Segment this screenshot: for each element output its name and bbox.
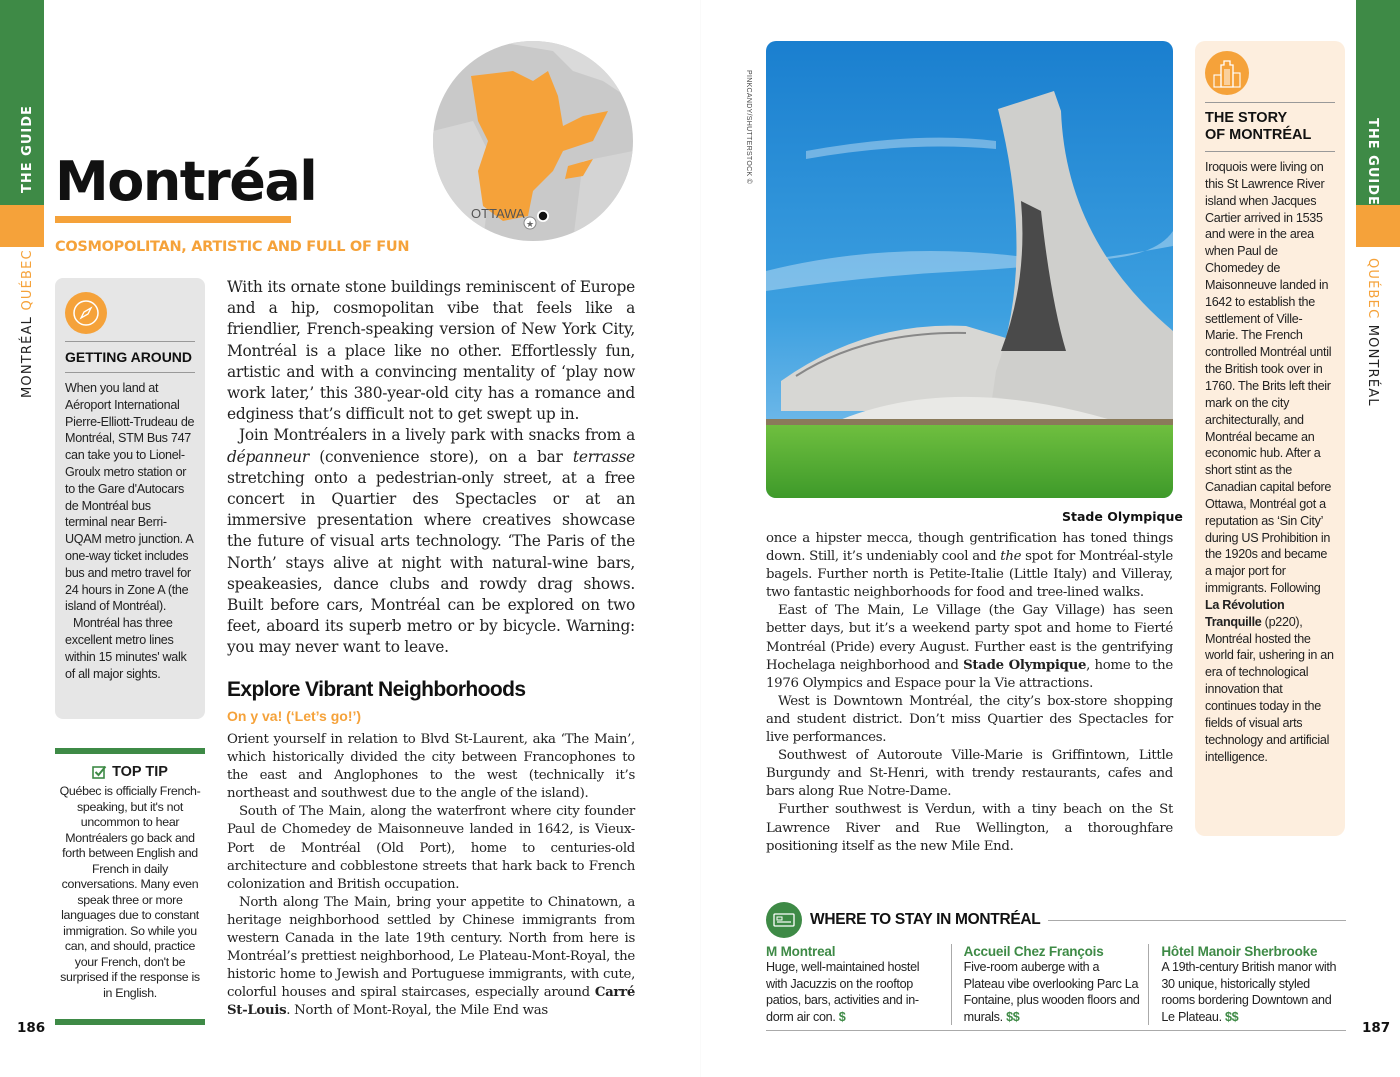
hotel-name: Accueil Chez François xyxy=(963,944,1104,959)
section-body-right xyxy=(766,530,1173,856)
getting-around-heading: GETTING AROUND xyxy=(65,349,193,365)
getting-around-text-2: Montréal has three excellent metro lines within 15 minutes' walk of all major sights. xyxy=(65,616,187,681)
hotel-description: Huge, well-maintained hostel with Jacuzzis on the rooftop patios, bars, activities and in-dorm air con. $ xyxy=(766,960,920,1024)
section-city: MONTRÉAL xyxy=(20,315,35,398)
section-label-left xyxy=(20,249,35,398)
map-label-ottawa: OTTAWA xyxy=(471,206,525,221)
photo-caption: Stade Olympique xyxy=(1062,509,1183,524)
getting-around-box xyxy=(55,278,205,719)
story-text: Iroquois were living on this St Lawrence River island when Jacques Cartier arrived in 1535 and were in the area when Paul de Chomedey de Maisonneuve landed in 1642 to establish the settlement of Ville-Marie. The French controlled Montréal until the British took over in 1760. The Brits left their mark on the city architecturally, and Montréal became an economic hub. After a short stint as the Canadian capital before Ottawa, Montréal got a reputation as ‘Sin City’ during US Prohibition in the 1920s and became a major port for immigrants. Following La Révolution Tranquille (p220), Montréal hosted the world fair, ushering in an era of technological innovation that continues today in the fields of visual arts technology and artificial intelligence. xyxy=(1205,160,1334,764)
tip-rule-top xyxy=(55,748,205,754)
photo-credit: PINKCANDY/SHUTTERSTOCK © xyxy=(745,70,752,185)
page-subtitle: COSMOPOLITAN, ARTISTIC AND FULL OF FUN xyxy=(55,239,410,255)
body-paragraph: Orient yourself in relation to Blvd St-Laurent, aka ‘The Main’, which historically divided the city between Francophones to the east and Anglophones to the west (technically it’s northeast and southwest due to the angle of the island). xyxy=(227,732,635,802)
getting-around-text-1: When you land at Aéroport International Pierre-Elliott-Trudeau de Montréal, STM Bus 747 can take you to Lionel-Groulx metro station or to the Gare d'Autocars de Montréal bus terminal near Berri-UQAM metro junction. A one-way ticket includes bus and metro travel for 24 hours in Zone A (the island of Montréal). xyxy=(65,381,195,614)
page-title: Montréal xyxy=(55,150,317,213)
section-heading: Explore Vibrant Neighborhoods xyxy=(227,678,526,701)
page-number-left: 186 xyxy=(17,1020,46,1036)
side-tab-accent-left xyxy=(0,205,44,247)
title-underline xyxy=(55,216,291,223)
divider xyxy=(1048,920,1346,921)
top-tip-heading: TOP TIP xyxy=(112,764,168,780)
where-to-stay-heading: WHERE TO STAY IN MONTRÉAL xyxy=(810,911,1041,928)
price-indicator: $$ xyxy=(1224,1009,1239,1024)
compass-icon xyxy=(65,292,107,334)
body-paragraph: East of The Main, Le Village (the Gay Village) has seen better days, but it’s a weekend party spot and home to Fierté Montréal (Pride) every August. Further east is the gentrifying Hochelaga neighborhood and Stade Olympique, home to the 1976 Olympics and Espace pour la Vie attractions. xyxy=(766,603,1173,691)
side-tab-label-right: THE GUIDE xyxy=(1365,118,1380,206)
divider xyxy=(1205,151,1335,152)
intro-text xyxy=(227,277,635,659)
intro-paragraph-1: With its ornate stone buildings reminiscent of Europe and a hip, cosmopolitan vibe that feels like a friendlier, French-speaking version of New York City, Montréal is a place like no other. Effortlessly fun, artistic and with a convincing mentality of ‘play now work later,’ this 380-year-old city has a romance and edginess that’s difficult not to get swept up in. xyxy=(227,278,635,424)
checkbox-icon xyxy=(92,765,107,779)
price-indicator: $$ xyxy=(1006,1009,1020,1024)
locator-map xyxy=(433,41,633,241)
list-item xyxy=(951,944,1149,1025)
section-body-left xyxy=(227,731,635,1021)
hotel-description: A 19th-century British manor with 30 unique, historically styled rooms bordering Downtown and Le Plateau. $$ xyxy=(1161,960,1337,1024)
divider xyxy=(1205,102,1335,103)
page-number-right: 187 xyxy=(1362,1020,1391,1036)
hotel-name: M Montreal xyxy=(766,944,836,959)
bed-icon xyxy=(766,902,802,938)
top-tip-text: Québec is officially French-speaking, but it's not uncommon to hear Montréalers go back and forth between English and French in daily conversations. Many even speak three or more languages due to constant immigration. So while you can, and should, practice your French, don't be surprised if the response is in English. xyxy=(59,784,201,1000)
body-paragraph: Southwest of Autoroute Ville-Marie is Griffintown, Little Burgundy and St-Henri, with trendy restaurants, cafes and bars along Rue Notre-Dame. xyxy=(766,748,1173,800)
tip-rule-bottom xyxy=(55,1019,205,1025)
where-to-stay-list xyxy=(766,944,1346,1025)
olympic-stadium-photo xyxy=(766,41,1173,498)
list-item xyxy=(1148,944,1346,1025)
highlight-stade-olympique: Stade Olympique xyxy=(963,657,1087,673)
highlight-revolution-tranquille: La Révolution Tranquille xyxy=(1205,597,1285,629)
divider xyxy=(65,372,195,373)
hotel-description: Five-room auberge with a Plateau vibe overlooking Parc La Fontaine, plus wooden floors and murals. $$ xyxy=(963,960,1140,1024)
hotel-name: Hôtel Manoir Sherbrooke xyxy=(1161,944,1318,959)
section-region: QUÉBEC xyxy=(1365,258,1380,320)
story-heading: THE STORY OF MONTRÉAL xyxy=(1205,110,1312,143)
svg-text:★: ★ xyxy=(525,219,535,229)
top-tip-box xyxy=(55,764,205,1001)
where-to-stay-header xyxy=(766,902,1346,938)
divider xyxy=(766,1030,1346,1031)
highlight-carre-st-louis: Carré St-Louis xyxy=(227,985,635,1019)
section-city: MONTRÉAL xyxy=(1365,324,1380,407)
intro-paragraph-2: Join Montréalers in a lively park with snacks from a dépanneur (convenience store), on a bar terrasse stretching onto a pedestrian-only street, at a free concert in Quartier des Spectacles or at an immersive presentation where creatives showcase the future of visual arts technology. ‘The Paris of the North’ stays alive at night with natural-wine bars, speakeasies, dance clubs and rowdy drag shows. Built before cars, Montréal can be explored on two feet, aboard its superb metro or by bicycle. Warning: you may never want to leave. xyxy=(227,426,635,657)
body-paragraph: South of The Main, along the waterfront where city founder Paul de Chomedey de Maisonneuve landed in 1642, is Vieux-Port de Montréal (Old Port), home to centuries-old architecture and cobblestone streets that hark back to French colonization and British occupation. xyxy=(227,804,635,892)
side-tab-accent-right xyxy=(1356,205,1400,247)
list-item xyxy=(766,944,951,1025)
body-paragraph: West is Downtown Montréal, the city’s box-store shopping and student district. Don’t miss Quartier des Spectacles for live performances. xyxy=(766,693,1173,746)
body-paragraph: Further southwest is Verdun, with a tiny beach on the St Lawrence River and Rue Wellington, a thoroughfare positioning itself as the new Mile End. xyxy=(766,802,1173,854)
price-indicator: $ xyxy=(838,1009,846,1024)
page-gutter xyxy=(700,0,701,1077)
story-of-montreal-box xyxy=(1195,41,1345,836)
side-tab-label-left: THE GUIDE xyxy=(20,105,35,193)
divider xyxy=(65,341,195,342)
section-subheading: On y va! (‘Let’s go!’) xyxy=(227,708,362,724)
section-region: QUÉBEC xyxy=(20,249,35,311)
section-label-right xyxy=(1365,258,1380,407)
body-paragraph: North along The Main, bring your appetite to Chinatown, a heritage neighborhood settled by Chinese immigrants from western Canada in the late 19th century. North from here is Montréal’s prettiest neighborhood, Le Plateau-Mont-Royal, the historic home to Jewish and Portuguese immigrants, with cute, colorful houses and spiral staircases, especially around Carré St-Louis. North of Mont-Royal, the Mile End was xyxy=(227,894,635,1019)
building-icon xyxy=(1205,51,1249,95)
body-paragraph: once a hipster mecca, though gentrification has toned things down. Still, it’s undeniably cool and the spot for Montréal-style bagels. Further north is Petite-Italie (Little Italy) and Villeray, two fantastic neighborhoods for food and tree-lined walks. xyxy=(766,531,1173,601)
